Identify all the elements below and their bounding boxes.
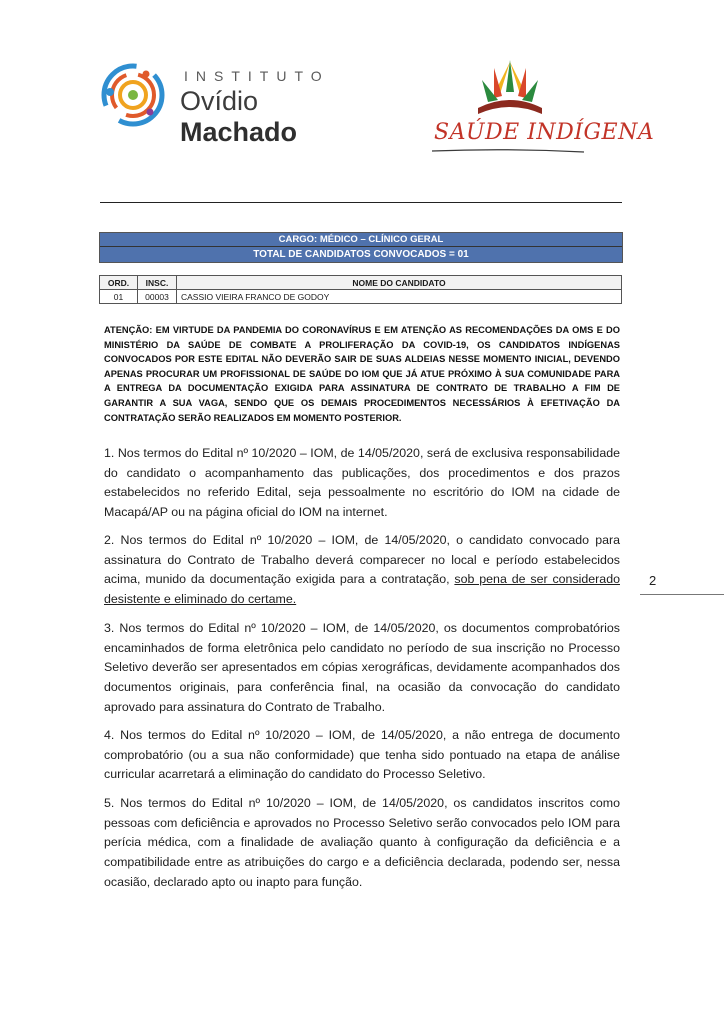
iom-logo-bold: Machado [180,117,298,147]
paragraph-4: 4. Nos termos do Edital nº 10/2020 – IOM, de 14/05/2020, a não entrega de documento comprobatório (ou a sua não conformidade) que tenha sido pontuado na etapa de análise curricular acarretará a eliminação do candidato do Processo Seletivo. [104,728,620,782]
paragraph-5: 5. Nos termos do Edital nº 10/2020 – IOM, de 14/05/2020, os candidatos inscritos como pessoas com deficiência e aprovados no Processo Seletivo serão convocados pelo IOM para perícia médica, com a finalidade de avaliação quanto à configuração da deficiência e a compatibilidade entre as atribuições do cargo e a deficiência declarada, podendo ser, nessa ocasião, declarado apto ou inapto para função. [104,796,620,889]
table-header-row [100,276,622,290]
paragraph-2-underlined: sob pena de ser considerado desistente e eliminado do certame. [104,572,620,607]
paragraph-2-text: 2. Nos termos do Edital nº 10/2020 – IOM, de 14/05/2020, o candidato convocado para assinatura do Contrato de Trabalho deverá comparecer no local e período estabelecidos acima, munido da documentação exigida para a contratação, [104,533,620,587]
iom-logo-mark-icon [100,62,166,128]
header-divider [100,202,622,203]
saude-indigena-logo [428,58,655,160]
cargo-title: CARGO: MÉDICO – CLÍNICO GERAL [100,233,622,246]
cell-ord: 01 [100,290,138,304]
summary-box [99,232,623,263]
paragraph-1: 1. Nos termos do Edital nº 10/2020 – IOM, de 14/05/2020, será de exclusiva responsabilidade do candidato o acompanhamento das publicações, dos procedimentos e dos prazos estabelecidos no referido Edital, seja pessoalmente no escritório do IOM na cidade de Macapá/AP ou na página oficial do IOM na internet. [104,446,620,520]
iom-logo [100,60,370,147]
page-number: 2 [649,573,657,588]
total-convocados: TOTAL DE CANDIDATOS CONVOCADOS = 01 [100,246,622,262]
saude-logo-underline [430,148,586,154]
iom-logo-line2 [180,86,370,148]
attention-notice: ATENÇÃO: EM VIRTUDE DA PANDEMIA DO CORONAVÍRUS E EM ATENÇÃO AS RECOMENDAÇÕES DA OMS E DO MINISTÉRIO DA SAÚDE DE COMBATE A PROLIFERAÇÃO DA COVID-19, OS CANDIDATOS INDÍGENAS CONVOCADOS POR ESTE EDITAL NÃO DEVERÃO SAIR DE SUAS ALDEIAS NESSE MOMENTO INICIAL, DEVENDO APENAS PROCURAR UM PROFISSIONAL DE SAÚDE DO IOM QUE JÁ ATUE PRÓXIMO À SUA COMUNIDADE PARA A ENTREGA DA DOCUMENTAÇÃO EXIGIDA PARA ASSINATURA DE CONTRATO DE TRABALHO A FIM DE GARANTIR A SUA VAGA, SENDO QUE OS DEMAIS PROCEDIMENTOS NECESSÁRIOS À EFETIVAÇÃO DA CONTRATAÇÃO SERÃO REALIZADOS EM MOMENTO POSTERIOR. [104,325,620,423]
header-nome: NOME DO CANDIDATO [177,276,622,290]
page-number-rule [640,594,724,595]
header-ord: ORD. [100,276,138,290]
cell-insc: 00003 [138,290,177,304]
paragraph-3: 3. Nos termos do Edital nº 10/2020 – IOM, de 14/05/2020, os documentos comprobatórios encaminhados de forma eletrônica pelo candidato no período de sua inscrição no Processo Seletivo deverão ser apresentados em cópias xerográficas, devidamente acompanhados dos documentos originais, para conferência final, na ocasião da convocação do candidato aprovado para assinatura do Contrato de Trabalho. [104,621,620,714]
candidates-table [99,275,622,304]
iom-logo-regular: Ovídio [180,86,259,116]
paragraph-2 [104,531,620,610]
header-insc: INSC. [138,276,177,290]
table-row [100,290,622,304]
saude-indigena-text: SAÚDE INDÍGENA [434,120,655,145]
feather-headdress-icon [474,58,546,116]
iom-logo-line1: INSTITUTO [184,68,330,84]
cell-nome: CASSIO VIEIRA FRANCO DE GODOY [177,290,622,304]
